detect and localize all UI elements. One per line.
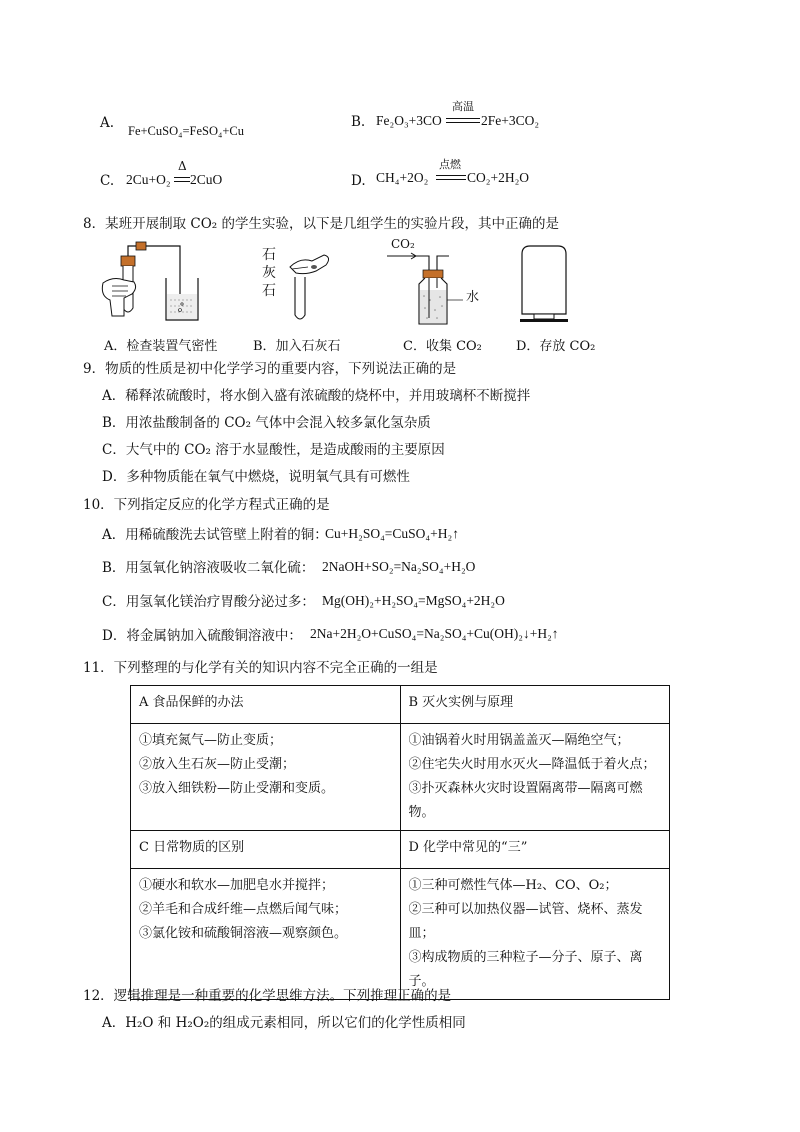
figure-b-label-2: 灰 — [262, 265, 276, 281]
figure-c-gas-label: CO₂ — [391, 237, 415, 251]
figure-c-water-label: 水 — [466, 290, 480, 305]
q7-option-a-label: A. — [100, 115, 115, 131]
q10-option-c-equation: Mg(OH)₂+H₂SO₄=MgSO₄+2H₂O — [322, 593, 505, 608]
figure-b-label-1: 石 — [262, 247, 276, 263]
q10-option-b-text: B．用氢氧化钠溶液吸收二氧化硫： — [102, 560, 315, 576]
q7-option-b-label: B. — [351, 114, 366, 130]
q10-option-b-equation: 2NaOH+SO₂=Na₂SO₄+H₂O — [322, 559, 476, 574]
table-cell-b-line: ③扑灭森林火灾时设置隔离带—隔离可燃物。 — [408, 781, 643, 821]
figure-storing-co2 — [514, 240, 574, 330]
table-cell-a-line: ③放入细铁粉—防止受潮和变质。 — [139, 781, 335, 797]
q11-stem: 11．下列整理的与化学有关的知识内容不完全正确的一组是 — [83, 660, 438, 676]
q8-caption-c: C．收集 CO₂ — [403, 339, 482, 354]
q7-option-a-equation: Fe+CuSO₄=FeSO₄+Cu — [128, 124, 244, 138]
q7-option-c-condition: Δ — [178, 159, 187, 173]
q12-stem: 12．逻辑推理是一种重要的化学思维方法。下列推理正确的是 — [83, 988, 452, 1004]
table-head-a: A 食品保鲜的办法 — [131, 686, 401, 724]
figure-adding-limestone — [280, 245, 350, 325]
q9-option-d: D．多种物质能在氧气中燃烧，说明氧气具有可燃性 — [102, 469, 410, 485]
table-cell-d-line: ③构成物质的三种粒子—分子、原子、离子。 — [408, 950, 643, 990]
q8-caption-b: B．加入石灰石 — [253, 339, 341, 354]
q9-stem: 9．物质的性质是初中化学学习的重要内容，下列说法正确的是 — [83, 361, 457, 377]
table-cell-c-line: ①硬水和软水—加肥皂水并搅拌； — [139, 878, 335, 894]
knowledge-table — [130, 685, 670, 1000]
table-cell-c — [131, 869, 401, 1000]
q7-option-d-label: D. — [351, 173, 366, 189]
figure-collecting-co2 — [385, 250, 475, 330]
q7-option-c-equation-left: 2Cu+O₂ — [126, 172, 171, 187]
q7-option-c-label: C. — [100, 173, 115, 189]
table-cell-b — [400, 724, 670, 831]
table-cell-a-line: ②放入生石灰—防止受潮； — [139, 757, 296, 773]
table-head-c: C 日常物质的区别 — [131, 831, 401, 869]
q7-option-b-equation-right: 2Fe+3CO₂ — [481, 113, 540, 128]
q10-option-c-text: C．用氢氧化镁治疗胃酸分泌过多： — [102, 594, 315, 610]
q7-option-d-equation-right: CO₂+2H₂O — [467, 170, 530, 185]
q10-option-a-equation: Cu+H₂SO₄=CuSO₄+H₂↑ — [325, 526, 459, 541]
q7-option-d-equals — [436, 175, 466, 180]
table-cell-b-line: ①油锅着火时用锅盖盖灭—隔绝空气； — [408, 733, 630, 748]
q7-option-d-condition: 点燃 — [439, 158, 461, 171]
q7-option-c-equals — [174, 177, 190, 182]
q12-option-a: A．H₂O 和 H₂O₂的组成元素相同，所以它们的化学性质相同 — [102, 1015, 466, 1031]
table-cell-c-line: ②羊毛和合成纤维—点燃后闻气味； — [139, 902, 348, 918]
table-head-b: B 灭火实例与原理 — [400, 686, 670, 724]
table-cell-d-line: ①三种可燃性气体—H₂、CO、O₂； — [408, 878, 618, 894]
figure-b-label-3: 石 — [262, 283, 276, 299]
figure-airtightness-check — [98, 238, 218, 328]
q7-option-d-equation-left: CH₄+2O₂ — [376, 170, 429, 185]
q9-option-a: A．稀释浓硫酸时，将水倒入盛有浓硫酸的烧杯中，并用玻璃杯不断搅拌 — [102, 388, 531, 404]
q8-stem: 8．某班开展制取 CO₂ 的学生实验，以下是几组学生的实验片段，其中正确的是 — [83, 216, 559, 232]
q10-option-d-equation: 2Na+2H₂O+CuSO₄=Na₂SO₄+Cu(OH)₂↓+H₂↑ — [310, 626, 559, 641]
table-cell-b-line: ②住宅失火时用水灭火—降温低于着火点； — [408, 757, 656, 773]
q8-caption-a: A．检查装置气密性 — [104, 339, 218, 354]
q9-option-b: B．用浓盐酸制备的 CO₂ 气体中会混入较多氯化氢杂质 — [102, 415, 431, 431]
table-cell-a — [131, 724, 401, 831]
table-head-d: D 化学中常见的“三” — [400, 831, 670, 869]
q7-option-b-equals — [446, 118, 480, 123]
table-cell-d-line: ②三种可以加热仪器—试管、烧杯、蒸发皿； — [408, 902, 643, 942]
table-cell-a-line: ①填充氮气—防止变质； — [139, 733, 283, 748]
q10-option-d-text: D．将金属钠加入硫酸铜溶液中： — [102, 628, 302, 644]
q7-option-b-condition: 高温 — [452, 100, 474, 113]
q9-option-c: C．大气中的 CO₂ 溶于水显酸性，是造成酸雨的主要原因 — [102, 442, 445, 458]
table-cell-d — [400, 869, 670, 1000]
q8-caption-d: D．存放 CO₂ — [516, 339, 596, 354]
q7-option-b-equation-left: Fe₂O₃+3CO — [376, 113, 442, 128]
q10-option-a-text: A．用稀硫酸洗去试管壁上附着的铜： — [102, 527, 328, 543]
q7-option-c-equation-right: 2CuO — [190, 172, 223, 187]
q10-stem: 10．下列指定反应的化学方程式正确的是 — [83, 497, 330, 513]
table-cell-c-line: ③氯化铵和硫酸铜溶液—观察颜色。 — [139, 926, 348, 942]
